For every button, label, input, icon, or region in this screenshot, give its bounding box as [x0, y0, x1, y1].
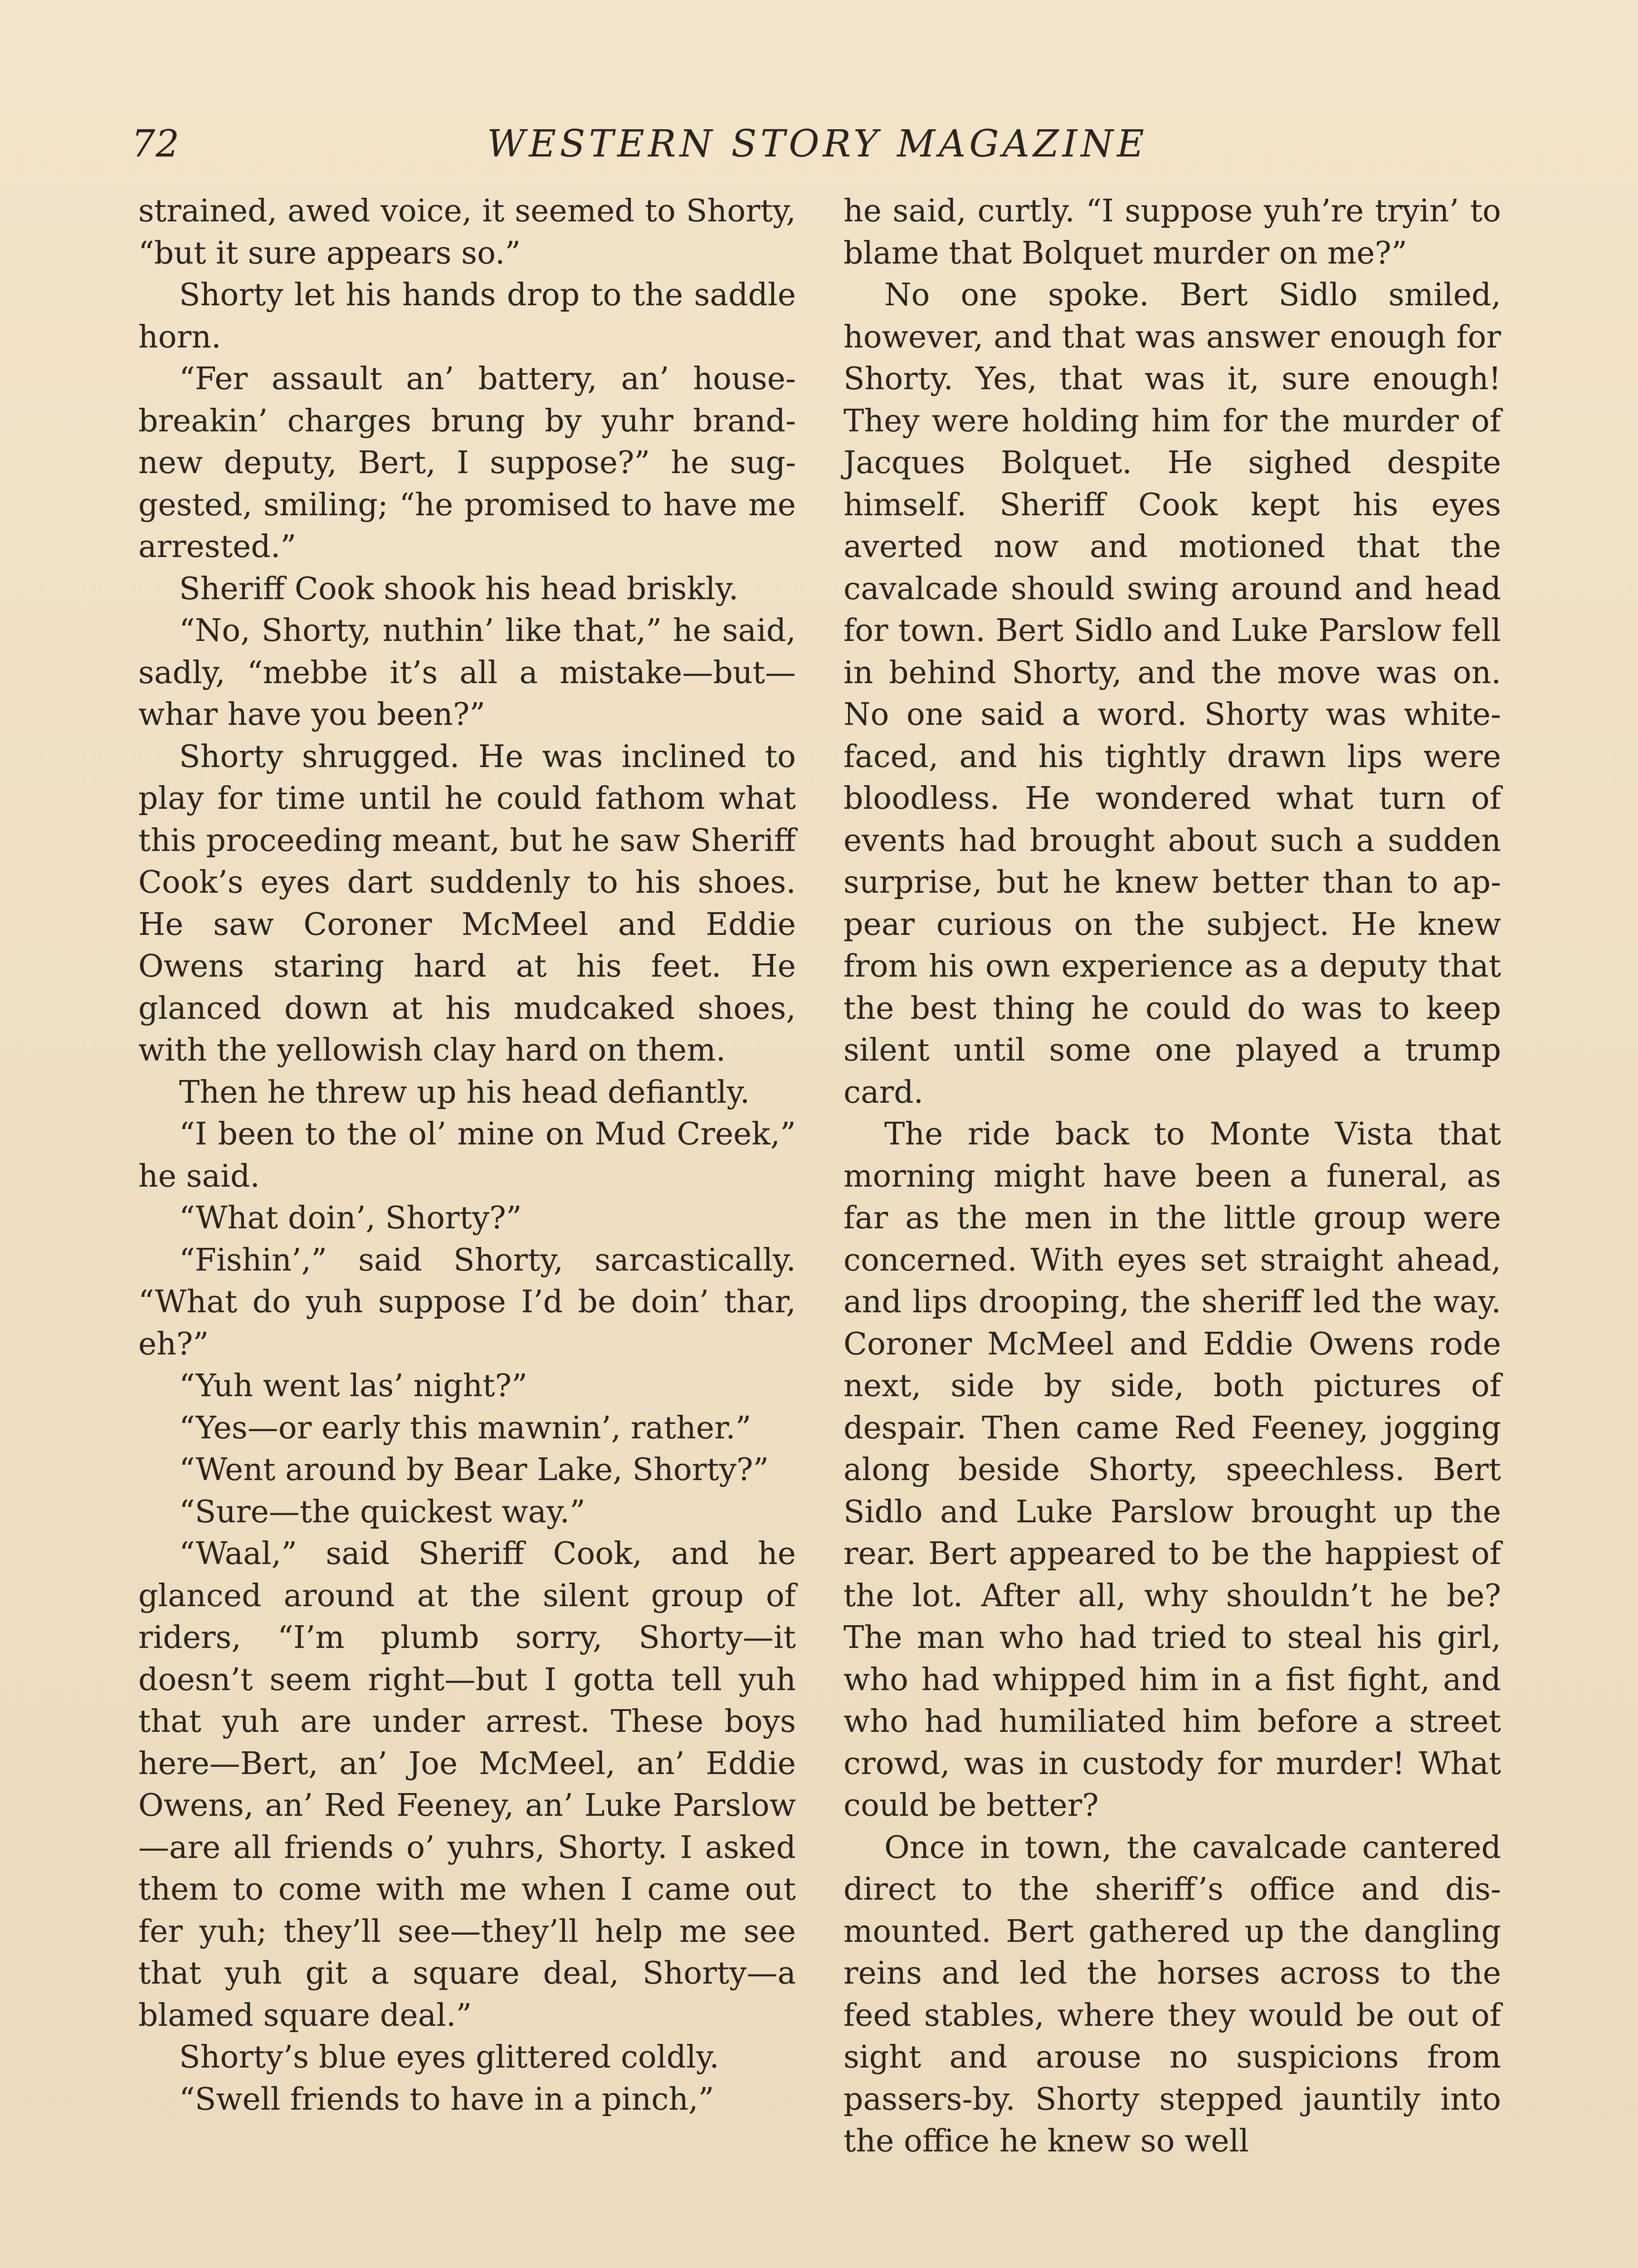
- page-number: 72: [132, 122, 180, 166]
- paragraph: Once in town, the cavalcade cantered direct to the sheriff’s office and dismounted. Bert gathered up the dangling reins and led the horses across to the feed stables, where they would be out of sight and arouse no suspicions from passers-by. Shorty stepped jauntily into the office he knew so well: [843, 1829, 1501, 2159]
- paragraph: “Swell friends to have in a pinch,”: [179, 2081, 714, 2117]
- paragraph: “Waal,” said Sheriff Cook, and he glanced around at the silent group of riders, “I’m plumb sorry, Shorty—it doesn’t seem right—but I gotta tell yuh that yuh are under arrest. These boys here—Bert, an’ Joe McMeel, an’ Eddie Owens, an’ Red Feeney, an’ Luke Parslow—are all friends o’ yuhrs, Shorty. I asked them to come with me when I came out fer yuh; they’ll see—they’ll help me see that yuh git a square deal, Shorty—a blamed square deal.”: [138, 1536, 796, 2033]
- paragraph: “Yuh went las’ night?”: [179, 1368, 527, 1404]
- paragraph: he said, curtly. “I suppose yuh’re tryin’ to blame that Bolquet murder on me?”: [843, 193, 1501, 271]
- paragraph: “Yes—or early this mawnin’, rather.”: [179, 1410, 751, 1446]
- paragraph: “What doin’, Shorty?”: [179, 1200, 522, 1236]
- paragraph: Then he threw up his head defiantly.: [179, 1074, 750, 1110]
- paragraph: “Fer assault an’ battery, an’ housebreakin’ charges brung by yuhr brand-new deputy, Bert, I suppose?” he suggested, smiling; “he promised to have me arrested.”: [138, 361, 796, 565]
- page-header: [132, 122, 1503, 181]
- paragraph: Shorty shrugged. He was inclined to play for time until he could fathom what this proceeding meant, but he saw Sheriff Cook’s eyes dart suddenly to his shoes. He saw Coroner McMeel and Eddie Owens staring hard at his feet. He glanced down at his mudcaked shoes, with the yellowish clay hard on them.: [138, 738, 796, 1068]
- paragraph: “Sure—the quickest way.”: [179, 1494, 585, 1530]
- paragraph: “I been to the ol’ mine on Mud Creek,” he said.: [138, 1116, 796, 1194]
- paragraph: “Fishin’,” said Shorty, sarcastically. “What do yuh suppose I’d be doin’ thar, eh?”: [138, 1242, 796, 1362]
- paragraph: strained, awed voice, it seemed to Shorty, “but it sure appears so.”: [138, 193, 796, 271]
- right-column: [843, 191, 1501, 2163]
- left-column: [138, 191, 796, 2163]
- paragraph: Shorty’s blue eyes glittered coldly.: [179, 2039, 719, 2075]
- paragraph: Shorty let his hands drop to the saddle horn.: [138, 277, 796, 355]
- paragraph: “Went around by Bear Lake, Shorty?”: [179, 1452, 769, 1488]
- paragraph: Sheriff Cook shook his head briskly.: [179, 571, 739, 607]
- paragraph: “No, Shorty, nuthin’ like that,” he said, sadly, “mebbe it’s all a mistake—but—whar have you been?”: [138, 613, 796, 733]
- paragraph: The ride back to Monte Vista that morning might have been a funeral, as far as the men in the little group were concerned. With eyes set straight ahead, and lips drooping, the sheriff led the way. Coroner McMeel and Eddie Owens rode next, side by side, both pictures of despair. Then came Red Feeney, jogging along beside Shorty, speechless. Bert Sidlo and Luke Parslow brought up the rear. Bert appeared to be the happiest of the lot. After all, why shouldn’t he be? The man who had tried to steal his girl, who had whipped him in a fist fight, and who had humiliated him before a street crowd, was in custody for murder! What could be better?: [843, 1116, 1501, 1823]
- paragraph: No one spoke. Bert Sidlo smiled, however, and that was answer enough for Shorty. Yes, that was it, sure enough! They were holding him for the murder of Jacques Bolquet. He sighed despite himself. Sheriff Cook kept his eyes averted now and motioned that the cavalcade should swing around and head for town. Bert Sidlo and Luke Parslow fell in behind Shorty, and the move was on. No one said a word. Shorty was white-faced, and his tightly drawn lips were bloodless. He wondered what turn of events had brought about such a sudden surprise, but he knew better than to appear curious on the subject. He knew from his own experience as a deputy that the best thing he could do was to keep silent until some one played a trump card.: [843, 277, 1501, 1110]
- magazine-title: WESTERN STORY MAGAZINE: [487, 122, 1148, 166]
- story-columns: [138, 191, 1501, 2163]
